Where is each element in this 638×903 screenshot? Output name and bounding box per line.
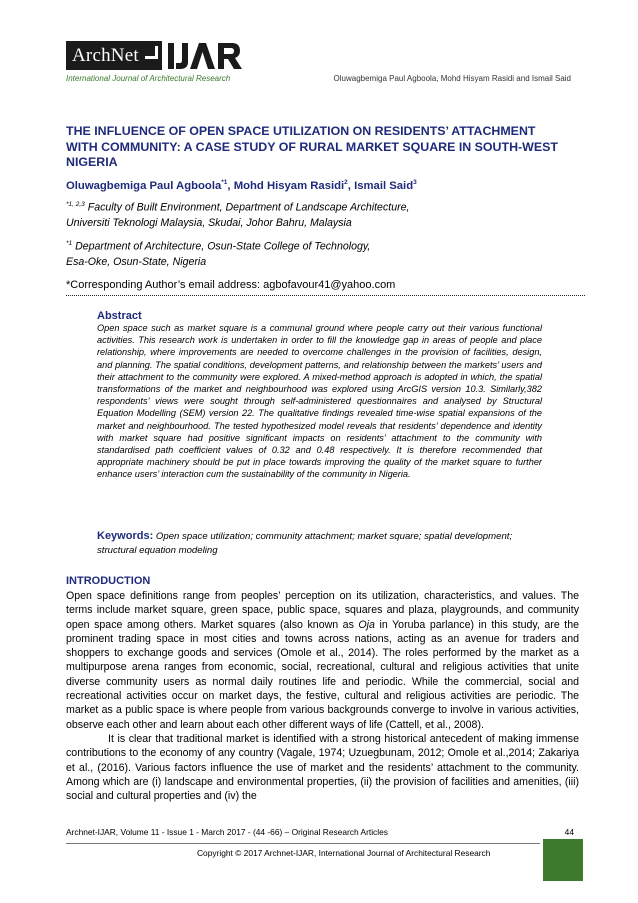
keywords-text: Open space utilization; community attachment; market square; spatial development; structural equation modeling: [97, 531, 513, 556]
introduction-heading: INTRODUCTION: [66, 575, 151, 587]
journal-name: International Journal of Architectural Research: [66, 74, 231, 83]
affiliation-line: Faculty of Built Environment, Department of Landscape Architecture,: [87, 201, 410, 214]
author-sup: 3: [413, 179, 417, 186]
corresponding-email: *Corresponding Author’s email address: agbofavour41@yahoo.com: [66, 279, 396, 291]
ijar-logo-text: IJAR: [170, 70, 173, 71]
ijar-logo: [166, 41, 252, 71]
paragraph: [66, 589, 579, 732]
copyright-notice: Copyright © 2017 Archnet-IJAR, International Journal of Architectural Research: [197, 848, 491, 858]
dotted-divider: [66, 295, 585, 296]
author-name: Oluwagbemiga Paul Agboola: [66, 179, 222, 192]
affiliation-sup: *1: [66, 240, 73, 247]
archnet-logo-text: ArchNet: [72, 45, 139, 66]
footer-citation: Archnet-IJAR, Volume 11 - Issue 1 - March 2017 - (44 -66) – Original Research Articles: [66, 827, 388, 837]
affiliation-line: Department of Architecture, Osun-State College of Technology,: [75, 240, 371, 253]
author-name: Ismail Said: [354, 179, 414, 192]
keywords: [97, 530, 527, 557]
affiliation: [66, 197, 536, 231]
affiliation-line: Universiti Teknologi Malaysia, Skudai, Johor Bahru, Malaysia: [66, 216, 352, 229]
journal-logo: [66, 41, 252, 71]
author-list: Oluwagbemiga Paul Agboola$^{*1}$, Mohd Hisyam Rasidi$^2$, Ismail Said$^3$: [66, 179, 417, 192]
abstract-heading: Abstract: [97, 310, 142, 322]
affiliation-line: Esa-Oke, Osun-State, Nigeria: [66, 255, 207, 268]
page-number: 44: [564, 827, 574, 837]
text-run: Open space definitions range from peoples’ perception on its utilization, characteristics, and values. The terms include market square, green space, public space, squares and plaza, playgrounds, and community open space among others. Market squares (also known as: [66, 590, 579, 631]
archnet-logo: [66, 41, 162, 70]
abstract-body: Open space such as market square is a communal ground where people carry out their various functional activities. This research work is undertaken in order to fill the knowledge gap in areas of people and place relationship, where improvements are needed to overcome challenges in the provision of facilities, design, and planning. The spatial conditions, development patterns, and relationship between the markets’ users and their attachment to the community were explored. A mixed-method approach is adopted in which, the spatial transformations of the market and neighbourhood was explored using ArcGIS version 10.3. Similarly,382 respondents’ views were sought through self-administered questionnaires and analysed by Structural Equation Modelling (SEM) version 22. The qualitative findings revealed time-wise spatial expansions of the market and neighbourhood. The tested hypothesized model reveals that residents’ dependence and identity with market square had positive significant impacts on residents’ attachment to the community with standardised path coefficient values of 0.32 and 0.48 respectively. It is therefore recommended that appropriate machinery should be put in place towards improving the quality of the market square to further enhance users’ interaction cum the sustainability of the community in Nigeria.: [97, 323, 542, 480]
author-sup: 2: [344, 179, 348, 186]
running-header-authors: Oluwagbemiga Paul Agboola, Mohd Hisyam Rasidi and Ismail Said: [333, 74, 571, 83]
italic-term: Oja: [358, 618, 375, 631]
paragraph: It is clear that traditional market is identified with a strong historical antecedent of making immense contributions to the economy of any country (Vagale, 1974; Uzuegbunam, 2012; Omole et al.,2014; Zakariya et al., (2016). Various factors influence the use of market and the residents’ attachment to the community. Among which are (i) landscape and environmental properties, (ii) the provision of facilities and amenities, (iii) social and cultural properties and (iv) the: [66, 732, 579, 803]
keywords-label: Keywords:: [97, 530, 154, 542]
affiliation-sup: *1, 2,3: [66, 201, 85, 208]
introduction-body: [66, 589, 579, 803]
logo-corner-mark: [145, 46, 158, 59]
footer-green-block: [543, 839, 583, 881]
affiliation: [66, 236, 536, 270]
paper-title: THE INFLUENCE OF OPEN SPACE UTILIZATION ON RESIDENTS’ ATTACHMENT WITH COMMUNITY: A CASE STUDY OF RURAL MARKET SQUARE IN SOUTH-WEST NIGERIA: [66, 124, 558, 170]
footer-divider: [66, 843, 540, 844]
text-run: in Yoruba parlance) in this study, are the prominent trading space in most cities and towns across nations, acting as an avenue for traders and shoppers to exchange goods and services (Omole et al., 2014). The roles performed by the market as a multipurpose arena ranges from economic, social, recreational, cultural and religious activities that unite diverse community users as normal daily routines life and periodic. While the commercial, social and recreational activities occur on market days, the festive, cultural and religious activities are periodic. The market as a public space is where people from various backgrounds converge to involve in various activities, observe each other and learn about each other different ways of life (Cattell, et al., 2008).: [66, 618, 579, 731]
author-sup: *1: [221, 179, 228, 186]
author-name: Mohd Hisyam Rasidi: [233, 179, 345, 192]
